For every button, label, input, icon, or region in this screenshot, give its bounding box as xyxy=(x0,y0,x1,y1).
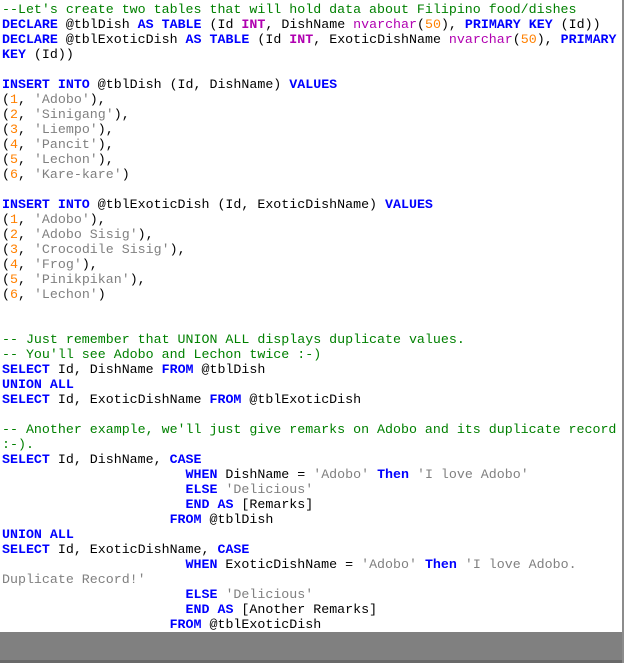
code-token-kw: END xyxy=(185,497,210,512)
code-line xyxy=(2,452,622,467)
code-token-pl xyxy=(457,557,465,572)
code-token-typb: INT xyxy=(241,17,266,32)
code-token-kw: CASE xyxy=(169,452,202,467)
code-line xyxy=(2,542,622,557)
code-line xyxy=(2,77,622,92)
code-line xyxy=(2,437,622,452)
code-token-kw: VALUES xyxy=(289,77,338,92)
code-line xyxy=(2,407,622,422)
code-token-kw: SELECT xyxy=(2,452,50,467)
code-token-pl: @tblDish xyxy=(193,362,266,377)
code-token-pl: @tblExoticDish xyxy=(241,392,362,407)
code-token-pl: , xyxy=(17,137,34,152)
code-token-str: 'Delicious' xyxy=(225,482,314,497)
code-token-pl: @tblExoticDish xyxy=(201,617,322,632)
code-token-kw: Then xyxy=(377,467,409,482)
code-token-num: 4 xyxy=(9,137,18,152)
code-token-kw: AS xyxy=(137,17,154,32)
code-token-pl xyxy=(2,617,170,632)
code-token-str: 'Adobo' xyxy=(33,212,90,227)
code-token-num: 2 xyxy=(9,107,18,122)
code-token-pl xyxy=(2,467,186,482)
code-token-num: 3 xyxy=(9,242,18,257)
code-token-pl: ExoticDishName = xyxy=(217,557,362,572)
code-token-pl: , xyxy=(17,227,34,242)
code-line xyxy=(2,242,622,257)
code-line xyxy=(2,107,622,122)
code-line xyxy=(2,92,622,107)
code-line xyxy=(2,377,622,392)
code-token-kw: ELSE xyxy=(185,587,218,602)
code-token-pl: ( xyxy=(2,227,10,242)
code-token-kw: INSERT INTO xyxy=(2,77,90,92)
code-token-kw: AS xyxy=(217,602,234,617)
code-token-kw: PRIMARY xyxy=(560,32,617,47)
code-token-num: 1 xyxy=(9,92,18,107)
code-token-pl: , DishName xyxy=(265,17,354,32)
code-line xyxy=(2,587,622,602)
code-line xyxy=(2,392,622,407)
code-token-cm: --Let's create two tables that will hold data about Filipino food/dishes xyxy=(2,2,577,17)
code-token-str: 'Pinikpikan' xyxy=(33,272,130,287)
code-token-pl: (Id)) xyxy=(25,47,74,62)
code-token-pl: ), xyxy=(89,92,106,107)
code-token-pl: ( xyxy=(2,287,10,302)
code-token-str: 'I love Adobo' xyxy=(416,467,529,482)
code-token-num: 4 xyxy=(9,257,18,272)
code-line xyxy=(2,302,622,317)
code-token-pl: ), xyxy=(113,107,130,122)
code-token-pl: ), xyxy=(97,152,114,167)
code-token-pl: @tblDish (Id, DishName) xyxy=(89,77,290,92)
code-line xyxy=(2,617,622,632)
code-token-pl: ( xyxy=(2,107,10,122)
code-token-typb: INT xyxy=(289,32,314,47)
code-line xyxy=(2,557,622,572)
code-line xyxy=(2,422,622,437)
code-token-pl: ), xyxy=(97,122,114,137)
code-token-kw: TABLE xyxy=(209,32,250,47)
code-token-kw: SELECT xyxy=(2,362,50,377)
code-token-str: Duplicate Record!' xyxy=(2,572,146,587)
code-token-pl: Id, DishName, xyxy=(49,452,170,467)
code-token-pl: , xyxy=(17,122,34,137)
code-token-kw: AS xyxy=(217,497,234,512)
code-token-num: 50 xyxy=(424,17,441,32)
code-token-pl: , ExoticDishName xyxy=(313,32,449,47)
code-token-pl: Id, ExoticDishName xyxy=(49,392,210,407)
code-token-str: 'I love Adobo. xyxy=(464,557,577,572)
code-token-pl xyxy=(409,467,417,482)
code-token-kw: TABLE xyxy=(161,17,202,32)
code-line xyxy=(2,227,622,242)
code-token-pl: , xyxy=(17,212,34,227)
code-token-pl: [Another Remarks] xyxy=(233,602,378,617)
code-token-pl: ( xyxy=(2,92,10,107)
code-token-kw: UNION ALL xyxy=(2,527,74,542)
code-token-pl: ), xyxy=(169,242,186,257)
code-line xyxy=(2,47,622,62)
code-token-num: 6 xyxy=(9,167,18,182)
code-token-pl: ( xyxy=(512,32,521,47)
code-token-str: 'Sinigang' xyxy=(33,107,114,122)
code-line xyxy=(2,572,622,587)
code-token-pl xyxy=(2,557,186,572)
code-token-num: 1 xyxy=(9,212,18,227)
code-token-pl: (Id)) xyxy=(552,17,601,32)
code-token-pl xyxy=(2,587,186,602)
code-line xyxy=(2,512,622,527)
code-token-pl xyxy=(369,467,377,482)
code-token-num: 50 xyxy=(520,32,537,47)
code-token-pl: ( xyxy=(2,152,10,167)
bottom-panel xyxy=(0,632,622,663)
code-token-kw: CASE xyxy=(217,542,250,557)
code-token-num: 6 xyxy=(9,287,18,302)
code-token-kw: FROM xyxy=(169,617,202,632)
code-token-pl: ), xyxy=(89,212,106,227)
code-line xyxy=(2,212,622,227)
code-token-cm: -- Another example, we'll just give remarks on Adobo and its duplicate record xyxy=(2,422,617,437)
code-token-pl xyxy=(417,557,425,572)
code-token-kw: FROM xyxy=(209,392,242,407)
code-token-pl: DishName = xyxy=(217,467,314,482)
code-token-str: 'Liempo' xyxy=(33,122,98,137)
code-line xyxy=(2,122,622,137)
code-token-pl: @tblDish xyxy=(201,512,274,527)
code-token-pl: ), xyxy=(536,32,561,47)
code-line xyxy=(2,467,622,482)
code-token-pl: ( xyxy=(2,257,10,272)
code-token-pl: (Id xyxy=(249,32,290,47)
code-line xyxy=(2,32,622,47)
code-token-pl: ), xyxy=(81,257,98,272)
code-token-pl: ( xyxy=(2,122,10,137)
code-token-typ: nvarchar xyxy=(353,17,417,32)
code-line xyxy=(2,497,622,512)
code-token-str: 'Lechon' xyxy=(33,287,98,302)
code-token-str: 'Adobo' xyxy=(33,92,90,107)
code-token-kw: PRIMARY KEY xyxy=(464,17,553,32)
code-token-pl: ( xyxy=(2,212,10,227)
code-token-str: 'Crocodile Sisig' xyxy=(33,242,170,257)
code-token-typ: nvarchar xyxy=(448,32,513,47)
code-token-kw: WHEN xyxy=(185,467,218,482)
code-token-str: 'Delicious' xyxy=(225,587,314,602)
code-token-num: 5 xyxy=(9,272,18,287)
code-line xyxy=(2,182,622,197)
code-line xyxy=(2,527,622,542)
code-token-kw: SELECT xyxy=(2,392,50,407)
code-token-pl xyxy=(2,497,186,512)
code-token-kw: FROM xyxy=(161,362,194,377)
code-token-pl: , xyxy=(17,152,34,167)
code-line xyxy=(2,152,622,167)
code-token-pl xyxy=(2,512,170,527)
code-token-pl: ), xyxy=(440,17,465,32)
code-token-kw: DECLARE xyxy=(2,32,58,47)
code-token-cm: -- Just remember that UNION ALL displays duplicate values. xyxy=(2,332,465,347)
code-token-pl: @tblDish xyxy=(57,17,138,32)
code-token-pl: ( xyxy=(2,242,10,257)
code-token-str: 'Pancit' xyxy=(33,137,98,152)
code-token-kw: END xyxy=(185,602,210,617)
code-token-pl: , xyxy=(17,167,34,182)
code-line xyxy=(2,137,622,152)
code-token-num: 5 xyxy=(9,152,18,167)
code-token-kw: INSERT INTO xyxy=(2,197,90,212)
code-line xyxy=(2,62,622,77)
code-token-str: 'Lechon' xyxy=(33,152,98,167)
code-line xyxy=(2,197,622,212)
code-token-pl: Id, ExoticDishName, xyxy=(49,542,218,557)
code-token-pl: ) xyxy=(121,167,130,182)
code-token-kw: DECLARE xyxy=(2,17,58,32)
code-token-pl: @tblExoticDish (Id, ExoticDishName) xyxy=(89,197,386,212)
code-token-num: 2 xyxy=(9,227,18,242)
code-token-pl: Id, DishName xyxy=(49,362,162,377)
code-token-pl: ), xyxy=(137,227,154,242)
code-line xyxy=(2,17,622,32)
code-line xyxy=(2,317,622,332)
code-token-cm: :-). xyxy=(2,437,34,452)
code-token-pl: ( xyxy=(2,167,10,182)
code-line xyxy=(2,362,622,377)
code-token-pl: , xyxy=(17,92,34,107)
code-line xyxy=(2,287,622,302)
code-token-pl: , xyxy=(17,242,34,257)
code-line xyxy=(2,602,622,617)
code-token-str: 'Adobo' xyxy=(313,467,370,482)
code-line xyxy=(2,347,622,362)
code-line xyxy=(2,482,622,497)
code-token-pl: ), xyxy=(129,272,146,287)
code-line xyxy=(2,332,622,347)
code-token-kw: Then xyxy=(424,557,457,572)
code-token-pl: ( xyxy=(417,17,425,32)
code-token-pl: , xyxy=(17,287,34,302)
code-token-pl xyxy=(154,17,162,32)
code-line xyxy=(2,167,622,182)
code-token-pl xyxy=(2,482,186,497)
code-token-pl: , xyxy=(17,257,34,272)
code-token-kw: WHEN xyxy=(185,557,218,572)
code-token-cm: -- You'll see Adobo and Lechon twice :-) xyxy=(2,347,322,362)
code-token-pl: (Id xyxy=(201,17,242,32)
code-token-pl: ), xyxy=(97,137,114,152)
code-token-pl: [Remarks] xyxy=(233,497,314,512)
code-token-kw: AS xyxy=(185,32,202,47)
code-token-kw: FROM xyxy=(169,512,202,527)
code-token-kw: KEY xyxy=(2,47,26,62)
code-line xyxy=(2,272,622,287)
code-token-str: 'Kare-kare' xyxy=(33,167,122,182)
code-token-str: 'Adobo Sisig' xyxy=(33,227,138,242)
code-token-pl: , xyxy=(17,272,34,287)
code-token-pl: , xyxy=(17,107,34,122)
code-token-pl: ( xyxy=(2,137,10,152)
code-token-num: 3 xyxy=(9,122,18,137)
code-token-str: 'Frog' xyxy=(33,257,82,272)
code-token-kw: VALUES xyxy=(385,197,433,212)
code-token-pl xyxy=(2,602,186,617)
code-token-kw: SELECT xyxy=(2,542,50,557)
code-line xyxy=(2,2,622,17)
code-line xyxy=(2,257,622,272)
code-token-pl: ( xyxy=(2,272,10,287)
code-token-pl: ) xyxy=(97,287,106,302)
code-token-kw: UNION ALL xyxy=(2,377,74,392)
code-token-str: 'Adobo' xyxy=(361,557,417,572)
code-token-pl: @tblExoticDish xyxy=(57,32,186,47)
code-token-kw: ELSE xyxy=(185,482,218,497)
